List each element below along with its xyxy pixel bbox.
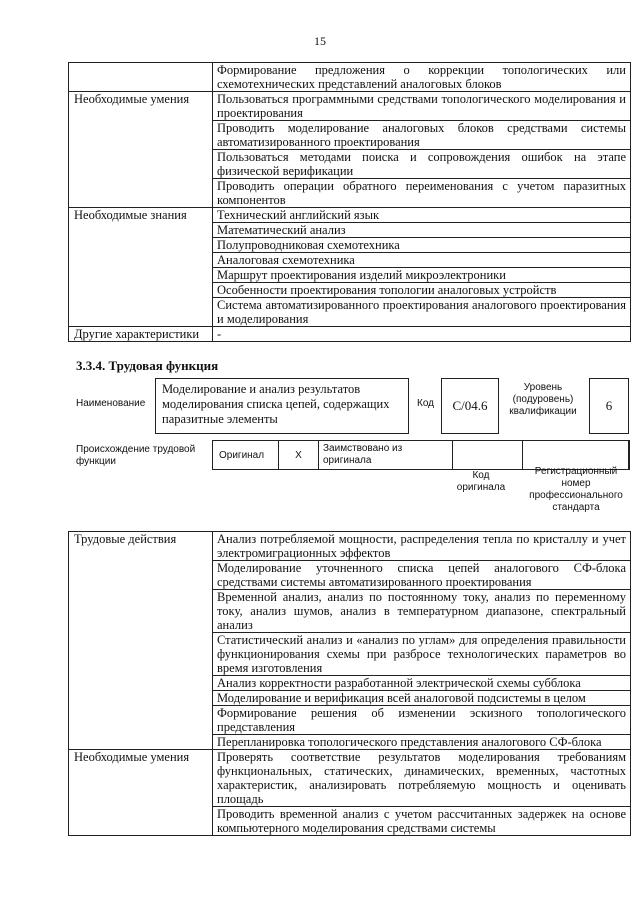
registration-number-cell [523, 441, 629, 469]
row-item: Пользоваться программными средствами топологического моделирования и проектирования [213, 92, 631, 121]
row-item: Анализ потребляемой мощности, распределения тепла по кристаллу и учет электромиграционных эффектов [213, 532, 631, 561]
row-item: Анализ корректности разработанной электрической схемы субблока [213, 676, 631, 691]
row-label: Необходимые умения [69, 750, 213, 836]
function-code-label: Код [417, 398, 435, 409]
row-item: Моделирование и верификация всей аналоговой подсистемы в целом [213, 691, 631, 706]
row-item: Пользоваться методами поиска и сопровождения ошибок на этапе физической верификации [213, 150, 631, 179]
function-name-value: Моделирование и анализ результатов моделирования списка цепей, содержащих паразитные элементы [155, 378, 409, 434]
row-item: Маршрут проектирования изделий микроэлектроники [213, 268, 631, 283]
skills-knowledge-table [68, 62, 631, 342]
row-label: Необходимые умения [69, 92, 213, 208]
function-name-label: Наименование [76, 398, 146, 409]
row-label: Необходимые знания [69, 208, 213, 327]
borrowed-cell: Заимствовано из оригинала [319, 441, 453, 469]
row-item: Математический анализ [213, 223, 631, 238]
row-item: Проводить моделирование аналоговых блоков средствами системы автоматизированного проектирования [213, 121, 631, 150]
original-code-cell [453, 441, 523, 469]
row-item: Аналоговая схемотехника [213, 253, 631, 268]
table-row [69, 63, 631, 92]
function-code-value: С/04.6 [441, 378, 499, 434]
table-row [69, 532, 631, 561]
labor-actions-table [68, 531, 631, 836]
row-item: Формирование решения об изменении эскизного топологического представления [213, 706, 631, 735]
row-item: Технический английский язык [213, 208, 631, 223]
row-item: Проводить временной анализ с учетом рассчитанных задержек на основе компьютерного моделирования средствами системы [213, 807, 631, 836]
page-number: 15 [314, 34, 326, 48]
row-item: Статистический анализ и «анализ по углам» для определения правильности функционирования схемы при разбросе технологических параметров во время изготовления [213, 633, 631, 676]
table-row [69, 750, 631, 807]
original-mark: X [279, 441, 319, 469]
row-label [69, 63, 213, 92]
row-item: Особенности проектирования топологии аналоговых устройств [213, 283, 631, 298]
row-item: Формирование предложения о коррекции топологических или схемотехнических представлений аналоговых блоков [213, 63, 631, 92]
qualification-level-value: 6 [589, 378, 629, 434]
row-item: - [213, 327, 631, 342]
row-item: Проводить операции обратного переименования с учетом паразитных компонентов [213, 179, 631, 208]
original-cell: Оригинал [213, 441, 279, 469]
row-item: Полупроводниковая схемотехника [213, 238, 631, 253]
row-label: Трудовые действия [69, 532, 213, 750]
table-row [69, 327, 631, 342]
row-label: Другие характеристики [69, 327, 213, 342]
row-item: Система автоматизированного проектирования аналогового проектирования и моделирования [213, 298, 631, 327]
qualification-level-label: Уровень (подуровень) квалификации [509, 382, 577, 417]
row-item: Временной анализ, анализ по постоянному току, анализ по переменному току, анализ шумов, анализ в температурном диапазоне, спектральный анализ [213, 590, 631, 633]
registration-number-caption: Регистрационный номер профессионального стандарта [529, 466, 623, 513]
section-heading: 3.3.4. Трудовая функция [76, 358, 219, 373]
row-item: Перепланировка топологического представления аналогового СФ-блока [213, 735, 631, 750]
row-item: Моделирование уточненного списка цепей аналогового СФ-блока средствами системы автоматизированного проектирования [213, 561, 631, 590]
row-item: Проверять соответствие результатов моделирования требованиям функциональных, статических, динамических, временных, частотных характеристик, анализировать потребляемую мощность и оценивать площадь [213, 750, 631, 807]
table-row [69, 208, 631, 223]
origin-label: Происхождение трудовой функции [76, 444, 196, 467]
table-row [69, 92, 631, 121]
original-code-caption: Код оригинала [456, 470, 506, 493]
